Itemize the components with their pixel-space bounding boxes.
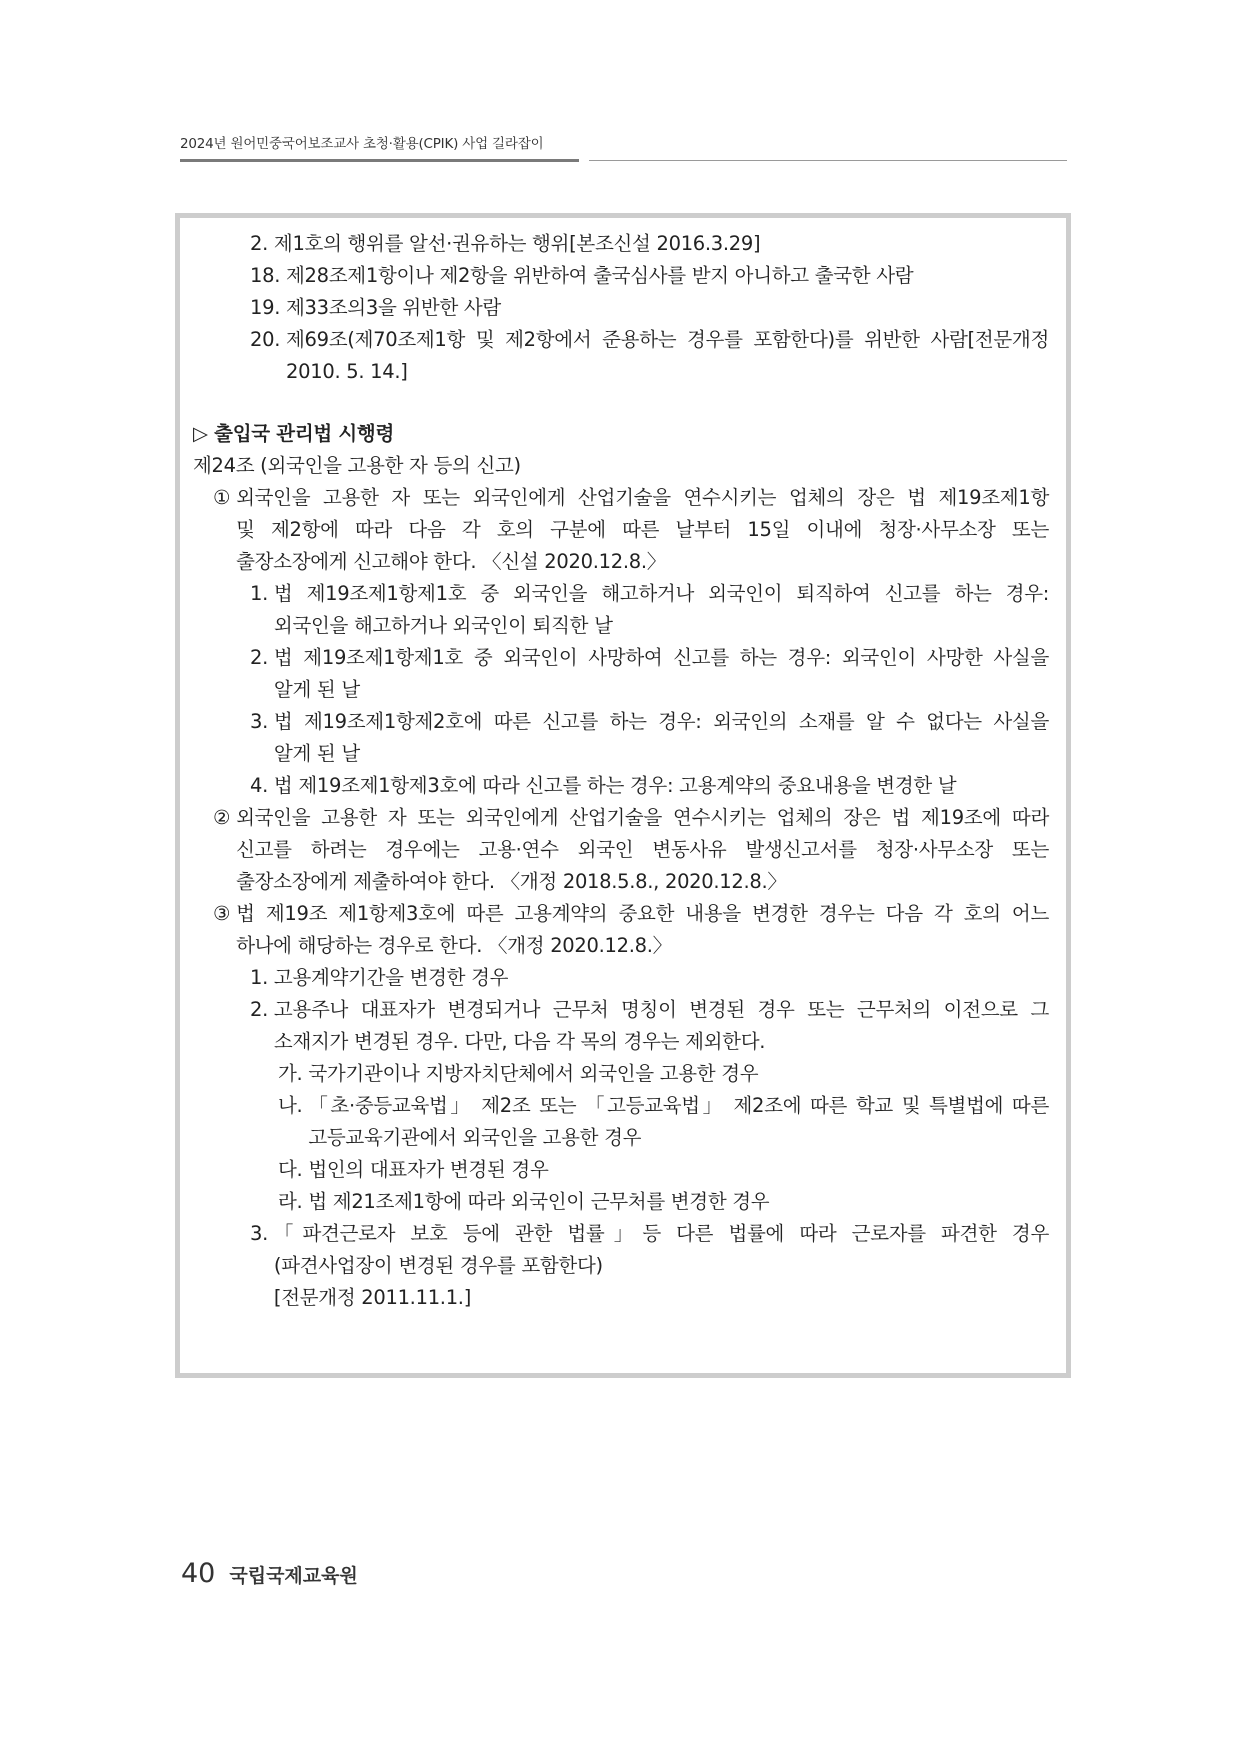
sub-item-label: 나. bbox=[278, 1094, 309, 1117]
list-item bbox=[193, 260, 1049, 292]
list-item bbox=[193, 706, 1049, 770]
item-line: 제1호의 행위를 알선·권유하는 행위[본조신설 2016.3.29] bbox=[273, 232, 761, 255]
list-item bbox=[193, 770, 1049, 802]
item-number: 4. bbox=[250, 774, 274, 797]
item-body bbox=[286, 324, 1049, 388]
item-line: [전문개정 2011.11.1.] bbox=[273, 1286, 472, 1309]
article-title: 제24조 (외국인을 고용한 자 등의 신고) bbox=[193, 454, 521, 477]
sub-item-label: 가. bbox=[278, 1062, 309, 1085]
paragraph-body bbox=[236, 802, 1049, 898]
sub-item-body bbox=[308, 1090, 1049, 1154]
item-line: 법 제19조제1항제2호에 따른 신고를 하는 경우: 외국인의 소재를 알 수 없다는 사실을 bbox=[273, 710, 1049, 733]
sub-list-item bbox=[193, 1186, 1049, 1218]
item-number: 2. bbox=[250, 646, 274, 669]
section-heading: ▷ 출입국 관리법 시행령 bbox=[193, 422, 394, 445]
paragraph-number: ③ bbox=[213, 902, 237, 925]
item-line: 제33조의3을 위반한 사람 bbox=[286, 296, 501, 319]
item-line: 고용계약기간을 변경한 경우 bbox=[273, 966, 509, 989]
item-body bbox=[274, 770, 1049, 802]
paragraph-3 bbox=[193, 898, 1049, 962]
item-line: 알게 된 날 bbox=[273, 678, 360, 701]
paragraph-2 bbox=[193, 802, 1049, 898]
item-body bbox=[274, 962, 1049, 994]
paragraph-number: ② bbox=[213, 806, 237, 829]
item-line: 고용주나 대표자가 변경되거나 근무처 명칭이 변경된 경우 또는 근무처의 이전으로 그 bbox=[273, 998, 1049, 1021]
item-number: 3. bbox=[250, 710, 274, 733]
list-item bbox=[193, 1218, 1049, 1314]
spacer bbox=[193, 388, 1049, 418]
sub-item-line: 국가기관이나 지방자치단체에서 외국인을 고용한 경우 bbox=[308, 1062, 759, 1085]
paragraph-line: 외국인을 고용한 자 또는 외국인에게 산업기술을 연수시키는 업체의 장은 법 제19조에 따라 bbox=[236, 806, 1049, 829]
item-line: 「파견근로자 보호 등에 관한 법률」등 다른 법률에 따라 근로자를 파견한 경우 bbox=[273, 1222, 1049, 1245]
list-item bbox=[193, 228, 1049, 260]
item-line: 알게 된 날 bbox=[273, 742, 360, 765]
sub-item-body bbox=[308, 1058, 1049, 1090]
item-line: 2010. 5. 14.] bbox=[286, 360, 408, 383]
law-excerpt-box bbox=[175, 213, 1071, 1378]
sub-item-body bbox=[308, 1186, 1049, 1218]
paragraph-line: 법 제19조 제1항제3호에 따른 고용계약의 중요한 내용을 변경한 경우는 다음 각 호의 어느 bbox=[236, 902, 1049, 925]
running-header-title: 2024년 원어민중국어보조교사 초청·활용(CPIK) 사업 길라잡이 bbox=[180, 136, 544, 152]
item-line: 제69조(제70조제1항 및 제2항에서 준용하는 경우를 포함한다)를 위반한 사람[전문개정 bbox=[286, 328, 1049, 351]
item-line: 법 제19조제1항제1호 중 외국인이 사망하여 신고를 하는 경우: 외국인이 사망한 사실을 bbox=[273, 646, 1049, 669]
sub-list-item bbox=[193, 1058, 1049, 1090]
item-number: 3. bbox=[250, 1222, 274, 1245]
item-body bbox=[274, 1218, 1049, 1314]
sub-item-label: 다. bbox=[278, 1158, 309, 1181]
header-rule-thin bbox=[589, 160, 1067, 161]
paragraph-line: 출장소장에게 제출하여야 한다. 〈개정 2018.5.8., 2020.12.8.〉 bbox=[236, 870, 787, 893]
list-item bbox=[193, 994, 1049, 1058]
item-number: 19. bbox=[250, 296, 287, 319]
sub-item-body bbox=[308, 1154, 1049, 1186]
item-body bbox=[274, 994, 1049, 1058]
item-body bbox=[274, 706, 1049, 770]
paragraph-line: 신고를 하려는 경우에는 고용·연수 외국인 변동사유 발생신고서를 청장·사무소장 또는 bbox=[236, 838, 1049, 861]
item-number: 2. bbox=[250, 232, 274, 255]
item-body bbox=[274, 642, 1049, 706]
list-item bbox=[193, 292, 1049, 324]
list-item bbox=[193, 962, 1049, 994]
item-line: 제28조제1항이나 제2항을 위반하여 출국심사를 받지 아니하고 출국한 사람 bbox=[286, 264, 914, 287]
sub-item-line: 고등교육기관에서 외국인을 고용한 경우 bbox=[308, 1126, 642, 1149]
sub-list-item bbox=[193, 1090, 1049, 1154]
item-line: 법 제19조제1항제3호에 따라 신고를 하는 경우: 고용계약의 중요내용을 변경한 날 bbox=[273, 774, 957, 797]
item-number: 18. bbox=[250, 264, 287, 287]
paragraph-body bbox=[236, 898, 1049, 962]
organization-name: 국립국제교육원 bbox=[229, 1565, 358, 1587]
paragraph-line: 외국인을 고용한 자 또는 외국인에게 산업기술을 연수시키는 업체의 장은 법 제19조제1항 bbox=[236, 486, 1049, 509]
paragraph-line: 하나에 해당하는 경우로 한다. 〈개정 2020.12.8.〉 bbox=[236, 934, 672, 957]
paragraph-1 bbox=[193, 482, 1049, 578]
item-number: 1. bbox=[250, 966, 274, 989]
paragraph-number: ① bbox=[213, 486, 237, 509]
header-rule-thick bbox=[180, 159, 579, 162]
list-item bbox=[193, 642, 1049, 706]
item-line: 소재지가 변경된 경우. 다만, 다음 각 목의 경우는 제외한다. bbox=[273, 1030, 766, 1053]
list-item bbox=[193, 324, 1049, 388]
item-body bbox=[286, 260, 1049, 292]
item-line: (파견사업장이 변경된 경우를 포함한다) bbox=[273, 1254, 603, 1277]
item-line: 외국인을 해고하거나 외국인이 퇴직한 날 bbox=[273, 614, 613, 637]
item-number: 2. bbox=[250, 998, 274, 1021]
sub-item-line: 법 제21조제1항에 따라 외국인이 근무처를 변경한 경우 bbox=[308, 1190, 770, 1213]
list-item bbox=[193, 578, 1049, 642]
paragraph-line: 및 제2항에 따라 다음 각 호의 구분에 따른 날부터 15일 이내에 청장·사무소장 또는 bbox=[236, 518, 1049, 541]
sub-list-item bbox=[193, 1154, 1049, 1186]
sub-item-line: 법인의 대표자가 변경된 경우 bbox=[308, 1158, 549, 1181]
law-excerpt-content bbox=[193, 228, 1049, 1314]
item-line: 법 제19조제1항제1호 중 외국인을 해고하거나 외국인이 퇴직하여 신고를 하는 경우: bbox=[273, 582, 1049, 605]
sub-item-line: 「초·중등교육법」 제2조 또는 「고등교육법」 제2조에 따른 학교 및 특별법에 따른 bbox=[308, 1094, 1049, 1117]
item-number: 1. bbox=[250, 582, 274, 605]
page-footer bbox=[181, 1558, 358, 1589]
item-body bbox=[274, 228, 1049, 260]
item-number: 20. bbox=[250, 328, 287, 351]
paragraph-body bbox=[236, 482, 1049, 578]
item-body bbox=[274, 578, 1049, 642]
sub-item-label: 라. bbox=[278, 1190, 309, 1213]
paragraph-line: 출장소장에게 신고해야 한다. 〈신설 2020.12.8.〉 bbox=[236, 550, 666, 573]
page-number: 40 bbox=[181, 1558, 216, 1589]
item-body bbox=[286, 292, 1049, 324]
